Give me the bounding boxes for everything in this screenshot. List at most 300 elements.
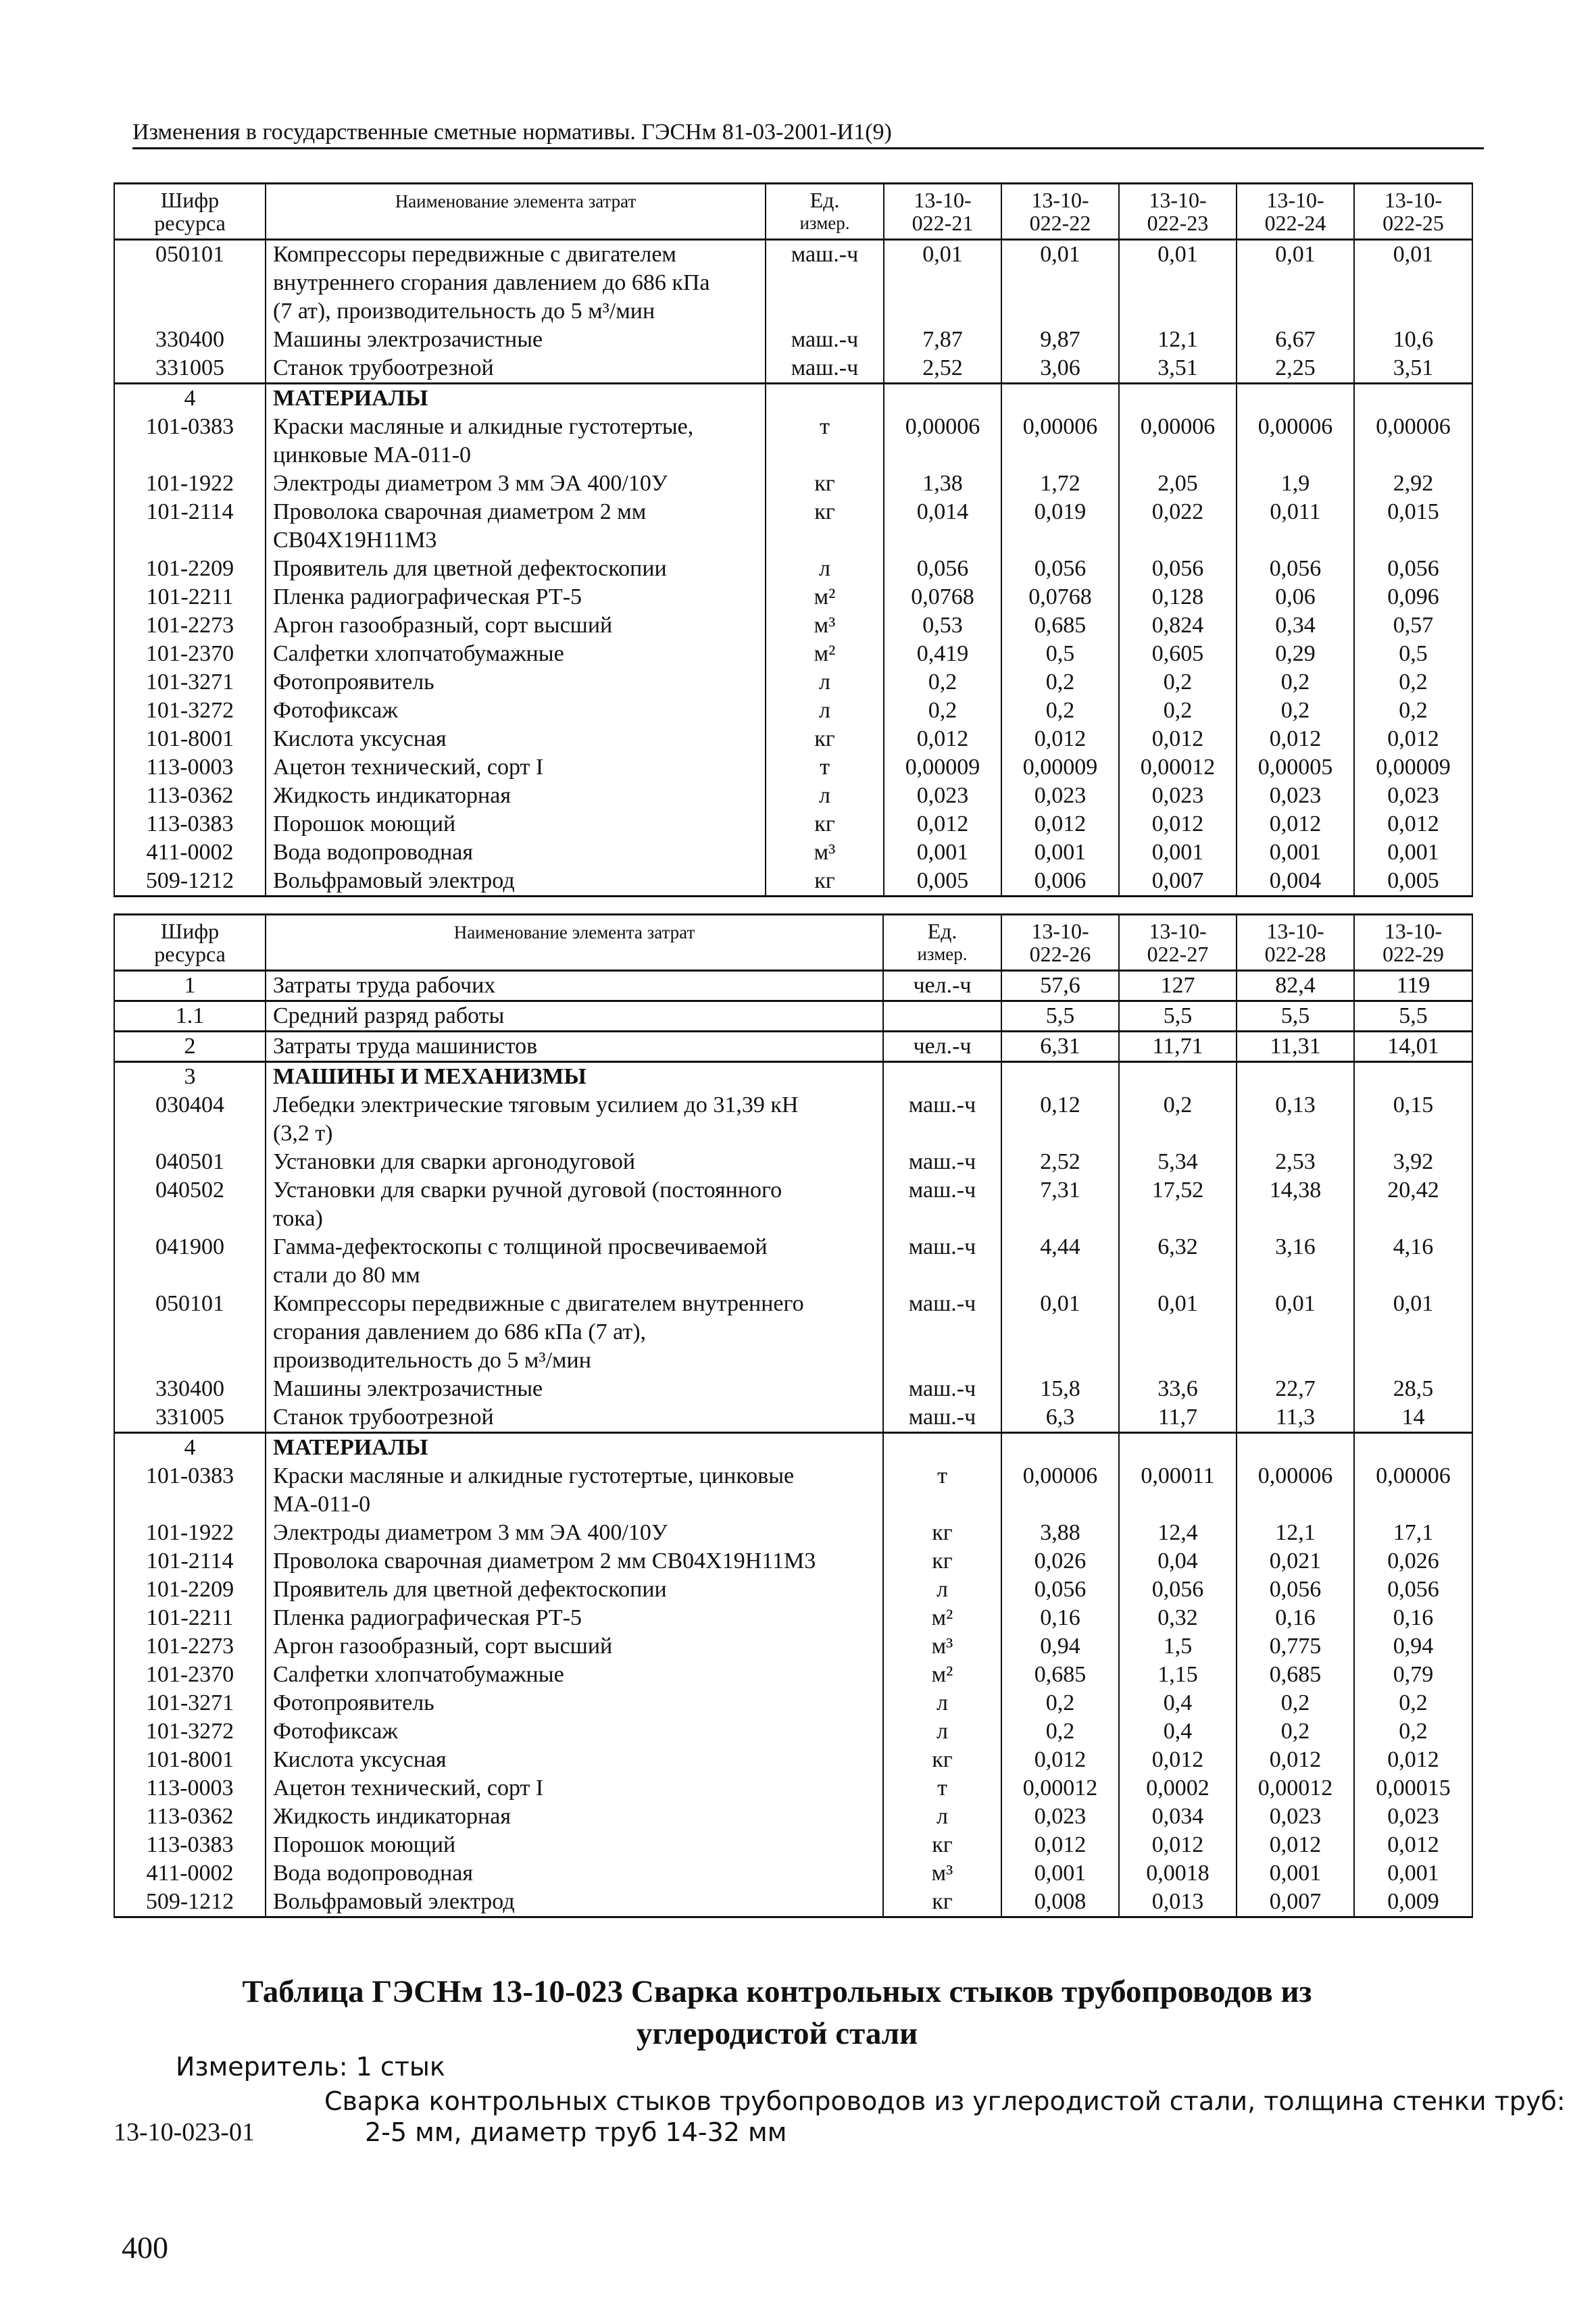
resource-name-cell: Пленка радиографическая РТ-5 [266,583,766,611]
value-cell: 0,2 [1001,697,1119,725]
value-cell: 5,5 [1001,1001,1119,1032]
value-cell: 0,16 [1001,1604,1119,1632]
resource-code-cell: 113-0383 [114,810,266,838]
table-row [114,1632,1472,1661]
value-cell: 2,92 [1354,470,1472,498]
header-rate-line: 13-10- [1384,188,1443,212]
unit-cell [883,1205,1001,1233]
unit-cell: кг [883,1547,1001,1576]
section-description: Сварка контрольных стыков трубопроводов из углеродистой стали, толщина стенки труб: [324,2086,1566,2116]
value-cell: 0,056 [1237,555,1354,583]
value-cell: 1,15 [1119,1661,1237,1689]
resource-name-cell: Проявитель для цветной дефектоскопии [266,1576,883,1604]
resource-code-cell: 4 [114,384,266,413]
value-cell [1237,1433,1354,1463]
value-cell [1237,526,1354,555]
resource-name-cell: СВ04Х19Н11М3 [266,526,766,555]
unit-cell: л [766,782,884,810]
table-row [114,810,1472,838]
resource-table-2 [114,913,1473,1918]
unit-cell: кг [766,810,884,838]
value-cell: 0,94 [1001,1632,1119,1661]
unit-cell: маш.-ч [883,1290,1001,1318]
header-rate-cell [1354,184,1472,240]
value-cell: 0,4 [1119,1717,1237,1746]
value-cell: 0,605 [1119,640,1237,668]
resource-name-cell: Фотопроявитель [266,1689,883,1717]
resource-code-cell: 101-2273 [114,611,266,640]
unit-cell [883,1120,1001,1148]
resource-code-cell: 101-3271 [114,668,266,697]
value-cell: 0,012 [884,810,1001,838]
resource-code-cell: 331005 [114,354,266,384]
table-row [114,498,1472,526]
table-row [114,1717,1472,1746]
value-cell: 0,001 [1354,1859,1472,1888]
resource-code-cell: 040502 [114,1176,266,1205]
table-header-row [114,184,1472,240]
resource-code-cell: 101-1922 [114,470,266,498]
table-row [114,1831,1472,1859]
value-cell: 0,012 [1001,810,1119,838]
unit-cell: кг [883,1746,1001,1774]
unit-cell: м² [883,1661,1001,1689]
unit-cell: чел.-ч [883,1032,1001,1062]
value-cell: 0,014 [884,498,1001,526]
value-cell [1354,1261,1472,1290]
table-row [114,1519,1472,1547]
table-row [114,555,1472,583]
value-cell: 5,5 [1237,1001,1354,1032]
header-name-cell [266,915,883,971]
value-cell [1237,384,1354,413]
table-row [114,326,1472,354]
table-row [114,1062,1472,1092]
value-cell: 0,34 [1237,611,1354,640]
table-row [114,1403,1472,1433]
value-cell: 10,6 [1354,326,1472,354]
value-cell [1354,441,1472,470]
value-cell: 0,026 [1354,1547,1472,1576]
table-row [114,384,1472,413]
value-cell: 0,096 [1354,583,1472,611]
unit-cell: л [883,1689,1001,1717]
value-cell: 2,05 [1119,470,1237,498]
resource-code-cell: 101-2370 [114,640,266,668]
value-cell [1001,269,1119,297]
value-cell: 0,01 [884,240,1001,270]
value-cell: 6,31 [1001,1032,1119,1062]
table-row [114,1290,1472,1318]
resource-name-cell: Вольфрамовый электрод [266,1888,883,1917]
unit-cell [883,1062,1001,1092]
table-row [114,441,1472,470]
value-cell: 0,419 [884,640,1001,668]
resource-name-cell: Гамма-дефектоскопы с толщиной просвечиваемой [266,1233,883,1261]
value-cell: 0,012 [1001,725,1119,753]
table-2-body [114,915,1472,1917]
value-cell: 0,2 [884,668,1001,697]
value-cell [1001,1261,1119,1290]
resource-name-cell: Фотопроявитель [266,668,766,697]
unit-cell [883,1001,1001,1032]
value-cell: 17,1 [1354,1519,1472,1547]
resource-name-cell: Ацетон технический, сорт I [266,1774,883,1803]
value-cell: 2,25 [1237,354,1354,384]
header-code-cell [114,184,266,240]
value-cell: 0,023 [1354,782,1472,810]
value-cell: 0,0768 [1001,583,1119,611]
value-cell: 14 [1354,1403,1472,1433]
value-cell: 3,51 [1119,354,1237,384]
value-cell: 0,012 [1237,725,1354,753]
unit-cell: т [883,1774,1001,1803]
table-row [114,1888,1472,1917]
value-cell: 0,2 [1237,668,1354,697]
value-cell: 4,16 [1354,1233,1472,1261]
resource-code-cell [114,441,266,470]
value-cell: 0,01 [1237,240,1354,270]
header-rate-line: 13-10- [1266,919,1324,943]
value-cell: 0,056 [1001,555,1119,583]
resource-code-cell: 1.1 [114,1001,266,1032]
resource-code-cell: 101-2211 [114,1604,266,1632]
value-cell: 12,1 [1119,326,1237,354]
value-cell [1354,1347,1472,1375]
value-cell: 0,012 [1001,1831,1119,1859]
unit-cell: маш.-ч [883,1091,1001,1120]
value-cell [1001,1205,1119,1233]
header-rate-line: 13-10- [914,188,972,212]
value-cell: 0,021 [1237,1547,1354,1576]
value-cell: 0,00006 [1237,1462,1354,1490]
unit-cell: чел.-ч [883,971,1001,1001]
resource-code-cell: 101-2370 [114,1661,266,1689]
unit-cell [766,297,884,326]
header-unit-cell [766,184,884,240]
header-name-cell [266,184,766,240]
table-row [114,1148,1472,1176]
unit-cell: т [883,1462,1001,1490]
resource-code-cell [114,1347,266,1375]
value-cell: 28,5 [1354,1375,1472,1403]
value-cell: 0,128 [1119,583,1237,611]
resource-code-cell: 3 [114,1062,266,1092]
value-cell: 0,001 [1237,1859,1354,1888]
value-cell: 0,01 [1001,240,1119,270]
value-cell: 1,5 [1119,1632,1237,1661]
value-cell: 14,38 [1237,1176,1354,1205]
resource-code-cell: 101-8001 [114,725,266,753]
table-row [114,1859,1472,1888]
unit-cell: т [766,753,884,782]
value-cell: 0,006 [1001,867,1119,897]
table-row [114,1261,1472,1290]
value-cell: 0,824 [1119,611,1237,640]
value-cell: 33,6 [1119,1375,1237,1403]
resource-code-cell: 411-0002 [114,838,266,867]
value-cell [1001,1490,1119,1519]
resource-name-cell: Вода водопроводная [266,1859,883,1888]
value-cell: 0,01 [1354,240,1472,270]
value-cell: 0,2 [1119,1091,1237,1120]
header-rate-line: 13-10- [1266,188,1324,212]
resource-code-cell: 101-2209 [114,1576,266,1604]
header-rate-cell [1001,184,1119,240]
header-unit-line: Ед. [927,919,957,943]
resource-code-cell: 101-3272 [114,697,266,725]
value-cell [1354,1490,1472,1519]
value-cell: 0,12 [1001,1091,1119,1120]
value-cell [1237,297,1354,326]
unit-cell: маш.-ч [883,1233,1001,1261]
value-cell [1001,1347,1119,1375]
table-row [114,1091,1472,1120]
table-row [114,971,1472,1001]
value-cell: 0,00015 [1354,1774,1472,1803]
unit-cell: кг [766,867,884,897]
value-cell: 0,012 [1354,1831,1472,1859]
header-rate-cell [1237,184,1354,240]
value-cell: 0,004 [1237,867,1354,897]
value-cell: 0,023 [884,782,1001,810]
resource-name-cell: Аргон газообразный, сорт высший [266,611,766,640]
value-cell: 0,2 [884,697,1001,725]
value-cell: 0,0018 [1119,1859,1237,1888]
header-rate-line: 13-10- [1149,188,1207,212]
resource-name-cell: Пленка радиографическая РТ-5 [266,1604,883,1632]
value-cell: 0,685 [1001,1661,1119,1689]
resource-name-cell: МА-011-0 [266,1490,883,1519]
value-cell: 5,5 [1354,1001,1472,1032]
value-cell: 0,056 [1001,1576,1119,1604]
resource-name-cell: Установки для сварки аргонодуговой [266,1148,883,1176]
header-rate-cell [1354,915,1472,971]
value-cell: 0,00006 [1237,413,1354,441]
value-cell: 0,012 [1354,725,1472,753]
resource-code-cell: 509-1212 [114,867,266,897]
value-cell: 20,42 [1354,1176,1472,1205]
resource-name-cell: внутреннего сгорания давлением до 686 кПа [266,269,766,297]
table-row [114,668,1472,697]
header-rate-cell [1237,915,1354,971]
value-cell: 0,009 [1354,1888,1472,1917]
value-cell: 15,8 [1001,1375,1119,1403]
resource-code-cell: 1 [114,971,266,1001]
value-cell: 0,001 [1001,838,1119,867]
table-row [114,640,1472,668]
value-cell: 0,00009 [1001,753,1119,782]
table-row [114,725,1472,753]
value-cell: 0,06 [1237,583,1354,611]
resource-code-cell: 101-8001 [114,1746,266,1774]
value-cell: 0,00006 [1001,1462,1119,1490]
value-cell [1119,1433,1237,1463]
unit-cell [883,1347,1001,1375]
resource-code-cell: 101-2209 [114,555,266,583]
value-cell [1237,441,1354,470]
value-cell: 0,16 [1354,1604,1472,1632]
value-cell: 0,012 [1237,1746,1354,1774]
header-rate-line: 022-29 [1382,942,1444,966]
table-row [114,782,1472,810]
resource-code-cell: 509-1212 [114,1888,266,1917]
resource-code-cell [114,269,266,297]
table-row [114,526,1472,555]
value-cell: 0,008 [1001,1888,1119,1917]
value-cell: 0,0768 [884,583,1001,611]
value-cell: 119 [1354,971,1472,1001]
value-cell: 0,056 [884,555,1001,583]
value-cell [1001,526,1119,555]
value-cell: 0,001 [884,838,1001,867]
value-cell: 0,5 [1354,640,1472,668]
value-cell: 0,2 [1119,697,1237,725]
unit-cell: л [883,1717,1001,1746]
value-cell [1119,526,1237,555]
value-cell: 0,29 [1237,640,1354,668]
value-cell [1119,1347,1237,1375]
value-cell: 0,056 [1119,1576,1237,1604]
value-cell: 0,2 [1001,668,1119,697]
value-cell: 0,57 [1354,611,1472,640]
unit-cell [883,1261,1001,1290]
table-header-row [114,915,1472,971]
resource-code-cell: 050101 [114,240,266,270]
resource-name-cell: Затраты труда рабочих [266,971,883,1001]
value-cell: 0,005 [1354,867,1472,897]
resource-code-cell: 101-2114 [114,1547,266,1576]
value-cell [1119,1261,1237,1290]
value-cell [1237,1318,1354,1347]
value-cell: 0,005 [884,867,1001,897]
value-cell [1119,441,1237,470]
value-cell: 2,53 [1237,1148,1354,1176]
value-cell: 0,056 [1237,1576,1354,1604]
resource-code-cell [114,1205,266,1233]
value-cell [1354,1433,1472,1463]
value-cell: 0,023 [1001,1803,1119,1831]
value-cell: 0,2 [1237,1717,1354,1746]
resource-name-cell: (3,2 т) [266,1120,883,1148]
value-cell: 0,2 [1001,1689,1119,1717]
value-cell [884,297,1001,326]
value-cell: 3,92 [1354,1148,1472,1176]
resource-name-cell: Электроды диаметром 3 мм ЭА 400/10У [266,470,766,498]
unit-cell: м³ [766,611,884,640]
resource-name-cell: Затраты труда машинистов [266,1032,883,1062]
header-code-line: ресурса [154,942,226,966]
resource-code-cell: 113-0362 [114,782,266,810]
value-cell: 0,2 [1237,1689,1354,1717]
value-cell: 0,685 [1237,1661,1354,1689]
resource-code-cell: 113-0003 [114,753,266,782]
unit-cell: т [766,413,884,441]
value-cell: 5,5 [1119,1001,1237,1032]
value-cell: 0,011 [1237,498,1354,526]
header-code-line: Шифр [160,919,220,943]
value-cell: 11,31 [1237,1032,1354,1062]
resource-name-cell: Вода водопроводная [266,838,766,867]
unit-cell: м² [766,583,884,611]
resource-name-cell: Ацетон технический, сорт I [266,753,766,782]
value-cell: 0,2 [1354,697,1472,725]
header-rate-line: 022-23 [1147,211,1209,235]
unit-cell: кг [883,1831,1001,1859]
resource-code-cell: 101-2273 [114,1632,266,1661]
resource-code-cell: 101-2114 [114,498,266,526]
value-cell: 0,023 [1237,782,1354,810]
resource-code-cell [114,1120,266,1148]
header-rate-line: 13-10- [1149,919,1207,943]
table-row [114,611,1472,640]
unit-cell: маш.-ч [883,1148,1001,1176]
value-cell: 0,001 [1354,838,1472,867]
value-cell: 0,007 [1119,867,1237,897]
value-cell: 1,38 [884,470,1001,498]
value-cell: 0,012 [1237,810,1354,838]
unit-cell: м³ [883,1632,1001,1661]
table-row [114,753,1472,782]
resource-name-cell: Машины электрозачистные [266,326,766,354]
value-cell: 0,00012 [1001,1774,1119,1803]
resource-name-cell: МАТЕРИАЛЫ [266,384,766,413]
value-cell: 0,001 [1237,838,1354,867]
unit-cell: л [766,668,884,697]
resource-code-cell: 330400 [114,326,266,354]
value-cell: 3,06 [1001,354,1119,384]
resource-name-cell: Краски масляные и алкидные густотертые, цинковые [266,1462,883,1490]
section-title [108,1971,1446,2055]
header-rate-line: 022-27 [1147,942,1209,966]
header-rate-line: 13-10- [1031,919,1089,943]
resource-name-cell: Электроды диаметром 3 мм ЭА 400/10У [266,1519,883,1547]
value-cell: 0,00009 [1354,753,1472,782]
table-row [114,413,1472,441]
resource-name-cell: Кислота уксусная [266,1746,883,1774]
meter-label: Измеритель: 1 стык [176,2052,445,2082]
resource-name-cell: Компрессоры передвижные с двигателем внутреннего [266,1290,883,1318]
resource-code-cell: 2 [114,1032,266,1062]
resource-name-cell: Компрессоры передвижные с двигателем [266,240,766,270]
value-cell [884,384,1001,413]
value-cell: 0,01 [1237,1290,1354,1318]
unit-cell [766,384,884,413]
value-cell [884,269,1001,297]
resource-code-cell [114,1318,266,1347]
header-rate-line: 022-26 [1029,942,1091,966]
value-cell: 7,87 [884,326,1001,354]
value-cell [1354,526,1472,555]
value-cell [1354,297,1472,326]
table-row [114,1001,1472,1032]
value-cell: 0,023 [1119,782,1237,810]
value-cell: 0,023 [1001,782,1119,810]
resource-name-cell: Станок трубоотрезной [266,1403,883,1433]
resource-name-cell: Аргон газообразный, сорт высший [266,1632,883,1661]
value-cell [884,441,1001,470]
value-cell: 11,3 [1237,1403,1354,1433]
value-cell: 0,5 [1001,640,1119,668]
value-cell: 5,34 [1119,1148,1237,1176]
resource-code-cell: 113-0383 [114,1831,266,1859]
header-rate-line: 022-22 [1029,211,1091,235]
value-cell: 17,52 [1119,1176,1237,1205]
table-row [114,1176,1472,1205]
value-cell: 0,012 [1354,810,1472,838]
value-cell: 0,00012 [1119,753,1237,782]
resource-name-cell: Станок трубоотрезной [266,354,766,384]
